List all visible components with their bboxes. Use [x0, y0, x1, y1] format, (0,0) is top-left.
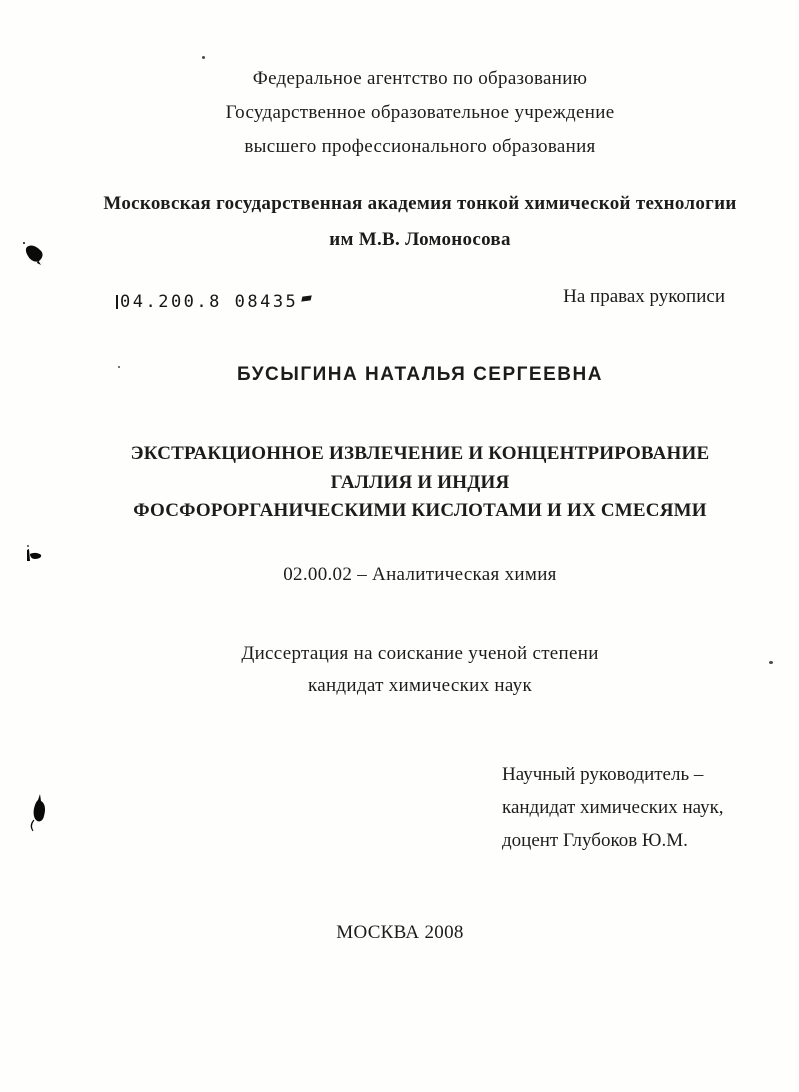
title-line-3: ФОСФОРОРГАНИЧЕСКИМИ КИСЛОТАМИ И ИХ СМЕСЯМИ: [133, 500, 707, 521]
ink-blot-icon: [24, 792, 52, 836]
supervisor-line-3: доцент Глубоков Ю.М.: [502, 830, 688, 851]
academy-name-line-1: Московская государственная академия тонкой химической технологии: [103, 193, 737, 214]
ink-blot-icon: [22, 544, 48, 566]
manuscript-note: На правах рукописи: [563, 286, 725, 307]
title-line-2: ГАЛЛИЯ И ИНДИЯ: [330, 472, 510, 493]
stamp-lead-tick: [116, 295, 118, 309]
library-stamp-number: [116, 292, 311, 312]
dust-speck: [118, 366, 120, 368]
org-line-1: Федеральное агентство по образованию: [252, 68, 588, 89]
dissertation-line-1: Диссертация на соискание ученой степени: [241, 643, 599, 664]
org-line-2: Государственное образовательное учреждение: [225, 102, 615, 123]
specialty-code: 02.00.02 – Аналитическая химия: [283, 564, 557, 585]
city-year: МОСКВА 2008: [336, 922, 464, 943]
org-line-3: высшего профессионального образования: [244, 136, 596, 157]
stamp-trail-mark: [302, 295, 312, 301]
dust-speck: [769, 661, 773, 664]
author-name: БУСЫГИНА НАТАЛЬЯ СЕРГЕЕВНА: [237, 364, 603, 385]
supervisor-line-1: Научный руководитель –: [502, 764, 704, 785]
supervisor-line-2: кандидат химических наук,: [502, 797, 724, 818]
stamp-number-text: 04.200.8 08435: [120, 292, 299, 312]
title-line-1: ЭКСТРАКЦИОННОЕ ИЗВЛЕЧЕНИЕ И КОНЦЕНТРИРОВАНИЕ: [130, 443, 710, 464]
dissertation-line-2: кандидат химических наук: [307, 675, 532, 696]
supervisor-block: [502, 758, 724, 857]
ink-blot-icon: [18, 238, 52, 272]
academy-name-line-2: им М.В. Ломоносова: [329, 229, 511, 250]
dust-speck: [202, 56, 205, 59]
